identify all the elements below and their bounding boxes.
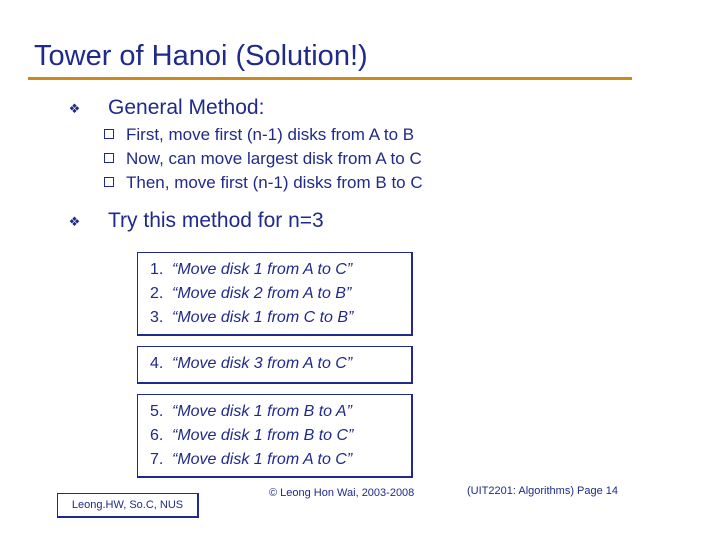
step-number: 7. [150,451,164,468]
page-number-text: (UIT2201: Algorithms) Page 14 [467,485,619,497]
step-text: “Move disk 1 from B to C” [172,427,354,444]
step-row [150,306,353,330]
step-number: 2. [150,285,164,302]
steps-box-1 [137,252,413,336]
step-number: 3. [150,309,164,326]
step-number: 1. [150,261,164,278]
step-row [150,282,351,306]
step-text: “Move disk 3 from A to C” [172,355,353,372]
author-box [57,493,199,518]
step-number: 4. [150,355,164,372]
sub-bullet-item [104,124,414,146]
sub-bullet-item [104,172,423,194]
step-row [150,448,352,472]
bullet-general-method: General Method: [108,96,265,119]
step-row [150,424,353,448]
step-row [150,400,352,424]
step-text: “Move disk 1 from C to B” [172,309,354,326]
steps-box-3 [137,394,413,478]
step-text: “Move disk 1 from B to A” [172,403,352,420]
step-number: 5. [150,403,164,420]
diamond-bullet-icon: ❖ [68,214,81,229]
bullet-try-method: Try this method for n=3 [108,209,324,232]
title-underline [28,77,632,80]
square-bullet-icon [104,177,114,187]
sub-bullet-label: Now, can move largest disk from A to C [126,149,422,168]
page-title: Tower of Hanoi (Solution!) [34,40,368,72]
step-text: “Move disk 2 from A to B” [172,285,352,302]
square-bullet-icon [104,153,114,163]
sub-bullet-item [104,148,422,170]
diamond-bullet-icon: ❖ [68,101,81,116]
square-bullet-icon [104,129,114,139]
step-row [150,352,352,376]
copyright-text: © Leong Hon Wai, 2003-2008 [269,487,415,499]
step-number: 6. [150,427,164,444]
steps-box-2 [137,346,413,384]
step-text: “Move disk 1 from A to C” [172,261,353,278]
sub-bullet-label: Then, move first (n-1) disks from B to C [126,173,423,192]
step-row [150,258,352,282]
step-text: “Move disk 1 from A to C” [172,451,353,468]
author-label: Leong.HW, So.C, NUS [71,499,184,511]
sub-bullet-label: First, move first (n-1) disks from A to B [126,125,415,144]
